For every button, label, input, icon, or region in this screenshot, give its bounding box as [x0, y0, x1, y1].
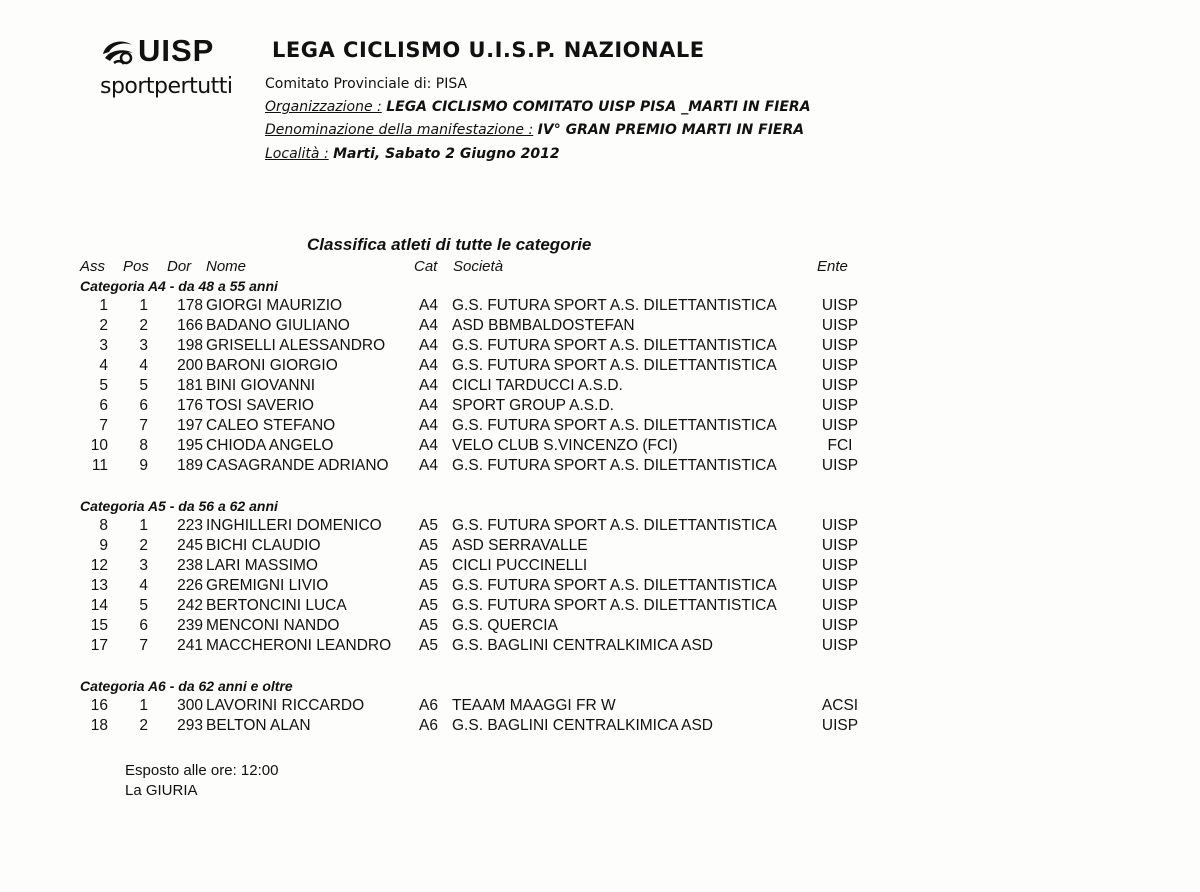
uisp-logo [100, 34, 260, 104]
cell-ass: 16 [90, 697, 108, 714]
cell-ass: 18 [90, 717, 108, 734]
cell-societa: CICLI TARDUCCI A.S.D. [452, 377, 623, 394]
col-ass: Ass [80, 258, 106, 275]
cell-ass: 15 [90, 617, 108, 634]
cell-dor: 245 [177, 537, 203, 554]
cell-societa: ASD BBMBALDOSTEFAN [452, 317, 635, 334]
cell-pos: 2 [139, 317, 148, 334]
cell-cat: A4 [419, 317, 438, 334]
cell-societa: G.S. FUTURA SPORT A.S. DILETTANTISTICA [452, 457, 777, 474]
category-heading: Categoria A5 - da 56 a 62 anni [80, 498, 278, 514]
cell-nome: CASAGRANDE ADRIANO [206, 457, 389, 474]
cell-societa: TEAAM MAAGGI FR W [452, 697, 616, 714]
cell-pos: 9 [139, 457, 148, 474]
cell-ass: 13 [90, 577, 108, 594]
cell-nome: BICHI CLAUDIO [206, 537, 321, 554]
category-block-a6 [80, 676, 880, 736]
cell-nome: INGHILLERI DOMENICO [206, 517, 382, 534]
table-row [80, 316, 880, 336]
col-pos: Pos [123, 258, 149, 275]
cell-cat: A5 [419, 517, 438, 534]
cell-ente: UISP [821, 597, 859, 614]
cell-ente: UISP [821, 357, 859, 374]
cell-dor: 300 [177, 697, 203, 714]
localita-line [265, 146, 560, 162]
cell-societa: CICLI PUCCINELLI [452, 557, 588, 574]
cell-ass: 10 [90, 437, 108, 454]
cell-ente: ACSI [821, 697, 859, 714]
comitato-value: PISA [435, 76, 468, 92]
cell-ente: UISP [821, 397, 859, 414]
cell-pos: 2 [139, 537, 148, 554]
cell-nome: BERTONCINI LUCA [206, 597, 347, 614]
cell-pos: 6 [139, 397, 148, 414]
col-dor: Dor [167, 258, 192, 275]
cell-dor: 200 [177, 357, 203, 374]
cell-dor: 166 [177, 317, 203, 334]
localita-value: Marti, Sabato 2 Giugno 2012 [333, 146, 560, 162]
cell-cat: A4 [419, 417, 438, 434]
cell-nome: LARI MASSIMO [206, 557, 318, 574]
cell-ente: UISP [821, 577, 859, 594]
cell-cat: A4 [419, 457, 438, 474]
cell-nome: BELTON ALAN [206, 717, 311, 734]
cell-societa: G.S. FUTURA SPORT A.S. DILETTANTISTICA [452, 597, 777, 614]
cell-pos: 1 [139, 297, 148, 314]
cell-pos: 5 [139, 377, 148, 394]
cell-societa: G.S. FUTURA SPORT A.S. DILETTANTISTICA [452, 577, 777, 594]
cell-cat: A4 [419, 297, 438, 314]
cell-societa: ASD SERRAVALLE [452, 537, 588, 554]
cell-pos: 5 [139, 597, 148, 614]
cell-pos: 1 [139, 697, 148, 714]
cell-pos: 6 [139, 617, 148, 634]
cell-nome: CHIODA ANGELO [206, 437, 334, 454]
cell-pos: 8 [139, 437, 148, 454]
cell-pos: 3 [139, 557, 148, 574]
cell-ass: 3 [99, 337, 108, 354]
table-row [80, 416, 880, 436]
cell-nome: BARONI GIORGIO [206, 357, 338, 374]
table-row [80, 296, 880, 316]
cell-ente: UISP [821, 537, 859, 554]
table-row [80, 556, 880, 576]
cell-pos: 4 [139, 357, 148, 374]
cell-dor: 239 [177, 617, 203, 634]
organizzazione-value: LEGA CICLISMO COMITATO UISP PISA _MARTI IN FIERA [386, 99, 811, 115]
table-row [80, 616, 880, 636]
cell-pos: 4 [139, 577, 148, 594]
cell-pos: 7 [139, 637, 148, 654]
cell-cat: A6 [419, 717, 438, 734]
table-row [80, 636, 880, 656]
cell-nome: GRISELLI ALESSANDRO [206, 337, 386, 354]
cell-cat: A6 [419, 697, 438, 714]
cell-cat: A5 [419, 597, 438, 614]
cell-societa: G.S. FUTURA SPORT A.S. DILETTANTISTICA [452, 517, 777, 534]
cell-nome: BINI GIOVANNI [206, 377, 316, 394]
cell-ass: 5 [99, 377, 108, 394]
cell-nome: TOSI SAVERIO [206, 397, 314, 414]
cell-cat: A5 [419, 637, 438, 654]
cell-ass: 14 [90, 597, 108, 614]
table-row [80, 396, 880, 416]
cell-nome: MENCONI NANDO [206, 617, 340, 634]
cell-nome: CALEO STEFANO [206, 417, 336, 434]
cell-dor: 197 [177, 417, 203, 434]
cell-cat: A4 [419, 377, 438, 394]
logo-brand: UISP [138, 33, 215, 68]
cell-cat: A5 [419, 537, 438, 554]
cell-nome: LAVORINI RICCARDO [206, 697, 365, 714]
cell-dor: 238 [177, 557, 203, 574]
cell-ente: UISP [821, 717, 859, 734]
comitato-label: Comitato Provinciale di: [265, 76, 432, 92]
logo-tagline: sportpertutti [100, 74, 233, 99]
cell-nome: GIORGI MAURIZIO [206, 297, 343, 314]
organizzazione-line [265, 99, 811, 115]
localita-label: Località : [265, 146, 329, 162]
cell-ente: UISP [821, 377, 859, 394]
cell-societa: SPORT GROUP A.S.D. [452, 397, 614, 414]
cell-ente: UISP [821, 337, 859, 354]
cell-ente: FCI [827, 437, 853, 454]
table-row [80, 376, 880, 396]
cell-pos: 3 [139, 337, 148, 354]
cell-societa: G.S. BAGLINI CENTRALKIMICA ASD [452, 637, 713, 654]
cell-ente: UISP [821, 557, 859, 574]
cell-societa: G.S. FUTURA SPORT A.S. DILETTANTISTICA [452, 337, 777, 354]
col-nome: Nome [206, 258, 247, 275]
cell-cat: A4 [419, 397, 438, 414]
cell-dor: 189 [177, 457, 203, 474]
cell-dor: 178 [177, 297, 203, 314]
col-ente: Ente [817, 258, 848, 275]
table-row [80, 596, 880, 616]
category-block-a5 [80, 496, 880, 656]
table-row [80, 356, 880, 376]
cell-societa: VELO CLUB S.VINCENZO (FCI) [452, 437, 678, 454]
cell-ente: UISP [821, 617, 859, 634]
table-row [80, 536, 880, 556]
cell-societa: G.S. FUTURA SPORT A.S. DILETTANTISTICA [452, 297, 777, 314]
cell-pos: 2 [139, 717, 148, 734]
cell-ass: 11 [91, 457, 108, 474]
category-block-a4 [80, 276, 880, 476]
cell-ente: UISP [821, 297, 859, 314]
cell-dor: 241 [177, 637, 203, 654]
cell-dor: 176 [177, 397, 203, 414]
organizzazione-label: Organizzazione : [265, 99, 382, 115]
comitato-line [265, 76, 467, 92]
cell-cat: A5 [419, 557, 438, 574]
cell-societa: G.S. FUTURA SPORT A.S. DILETTANTISTICA [452, 417, 777, 434]
table-row [80, 456, 880, 476]
cell-dor: 223 [177, 517, 203, 534]
denominazione-line [265, 122, 804, 138]
cell-dor: 198 [177, 337, 203, 354]
cell-ass: 4 [99, 357, 108, 374]
cell-cat: A5 [419, 617, 438, 634]
column-headers [80, 258, 880, 276]
cell-pos: 1 [139, 517, 148, 534]
cell-ente: UISP [821, 317, 859, 334]
cell-cat: A4 [419, 437, 438, 454]
cell-ente: UISP [821, 517, 859, 534]
cell-cat: A5 [419, 577, 438, 594]
cell-ass: 8 [99, 517, 108, 534]
col-societa: Società [453, 258, 504, 275]
cell-dor: 195 [177, 437, 203, 454]
esposto-line: Esposto alle ore: 12:00 [125, 762, 279, 779]
cell-societa: G.S. BAGLINI CENTRALKIMICA ASD [452, 717, 713, 734]
cell-nome: MACCHERONI LEANDRO [206, 637, 392, 654]
cell-societa: G.S. FUTURA SPORT A.S. DILETTANTISTICA [452, 357, 777, 374]
table-row [80, 576, 880, 596]
cell-cat: A4 [419, 337, 438, 354]
results-title: Classifica atleti di tutte le categorie [307, 235, 592, 254]
cell-dor: 242 [177, 597, 203, 614]
table-row [80, 516, 880, 536]
cell-ass: 2 [99, 317, 108, 334]
denominazione-label: Denominazione della manifestazione : [265, 122, 534, 138]
cell-nome: GREMIGNI LIVIO [206, 577, 329, 594]
table-row [80, 716, 880, 736]
col-cat: Cat [414, 258, 438, 275]
cell-ass: 9 [99, 537, 108, 554]
page-title: LEGA CICLISMO U.I.S.P. NAZIONALE [272, 38, 705, 62]
giuria-line: La GIURIA [125, 782, 198, 799]
cell-ass: 7 [99, 417, 108, 434]
cell-ente: UISP [821, 417, 859, 434]
cell-ass: 12 [90, 557, 108, 574]
cell-ass: 6 [99, 397, 108, 414]
cell-dor: 181 [177, 377, 203, 394]
denominazione-value: IV° GRAN PREMIO MARTI IN FIERA [537, 122, 805, 138]
cell-dor: 293 [177, 717, 203, 734]
cell-cat: A4 [419, 357, 438, 374]
category-heading: Categoria A6 - da 62 anni e oltre [80, 678, 293, 694]
cell-pos: 7 [139, 417, 148, 434]
cell-ass: 17 [90, 637, 108, 654]
category-heading: Categoria A4 - da 48 a 55 anni [80, 278, 278, 294]
cyclist-swirl-icon [100, 36, 136, 66]
table-row [80, 696, 880, 716]
table-row [80, 336, 880, 356]
cell-societa: G.S. QUERCIA [452, 617, 558, 634]
cell-nome: BADANO GIULIANO [206, 317, 350, 334]
cell-ass: 1 [99, 297, 108, 314]
table-row [80, 436, 880, 456]
cell-ente: UISP [821, 457, 859, 474]
cell-ente: UISP [821, 637, 859, 654]
cell-dor: 226 [177, 577, 203, 594]
